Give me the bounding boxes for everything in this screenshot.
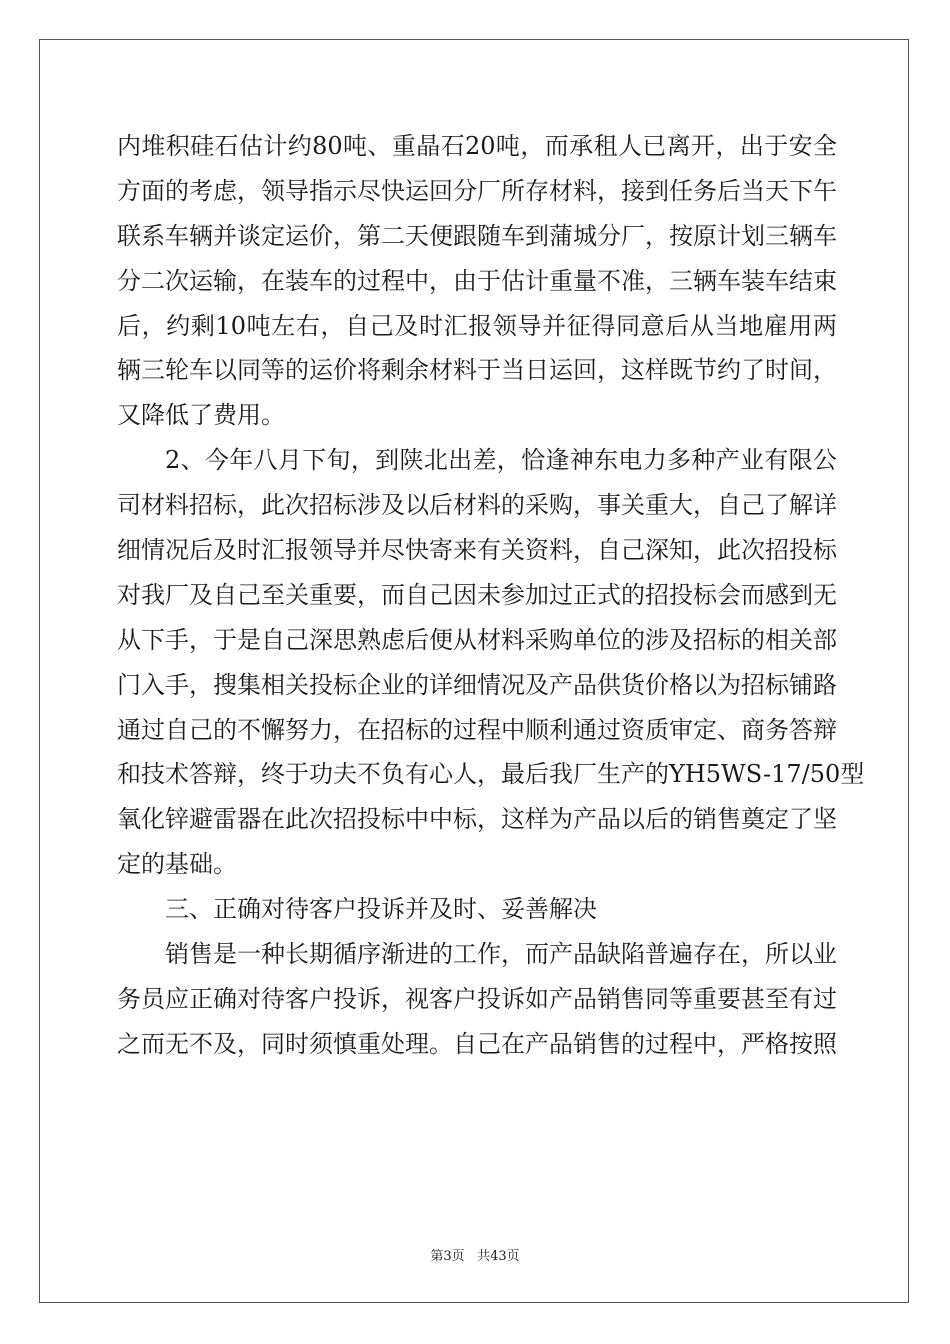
document-body	[117, 124, 865, 1067]
text-line: 又降低了费用。	[117, 401, 285, 430]
text-line: 2、今年八月下旬，到陕北出差，恰逢神东电力多种产业有限公	[165, 446, 837, 475]
text-line: 氧化锌避雷器在此次招投标中中标，这样为产品以后的销售奠定了坚	[117, 805, 837, 834]
text-line: 对我厂及自己至关重要，而自己因未参加过正式的招投标会而感到无	[117, 580, 837, 609]
text-line: 三、正确对待客户投诉并及时、妥善解决	[165, 895, 597, 924]
text-line: 细情况后及时汇报领导并尽快寄来有关资料，自己深知，此次招投标	[117, 536, 837, 565]
text-line: 方面的考虑，领导指示尽快运回分厂所存材料，接到任务后当天下午	[117, 176, 837, 205]
text-line: 通过自己的不懈努力，在招标的过程中顺利通过资质审定、商务答辩	[117, 715, 837, 744]
text-line: 门入手，搜集相关投标企业的详细情况及产品供货价格以为招标铺路	[117, 670, 837, 699]
text-line: 务员应正确对待客户投诉，视客户投诉如产品销售同等重要甚至有过	[117, 984, 837, 1013]
text-line: 定的基础。	[117, 850, 237, 879]
text-line: 内堆积硅石估计约80吨、重晶石20吨，而承租人已离开，出于安全	[117, 132, 837, 160]
text-line: 联系车辆并谈定运价，第二天便跟随车到蒲城分厂，按原计划三辆车	[117, 221, 837, 250]
text-line: 销售是一种长期循序渐进的工作，而产品缺陷普遍存在，所以业	[165, 940, 837, 969]
footer-spacer	[465, 1249, 477, 1264]
text-line: 之而无不及，同时须慎重处理。自己在产品销售的过程中，严格按照	[117, 1029, 837, 1058]
text-line: 后，约剩10吨左右，自己及时汇报领导并征得同意后从当地雇用两	[117, 311, 837, 340]
text-line: 辆三轮车以同等的运价将剩余材料于当日运回，这样既节约了时间，	[117, 356, 837, 385]
page-number: 第3页	[430, 1249, 465, 1264]
text-line: 和技术答辩，终于功夫不负有心人，最后我厂生产的YH5WS-17/50型	[117, 760, 865, 789]
page-footer	[0, 1247, 950, 1267]
text-line: 分二次运输，在装车的过程中，由于估计重量不准，三辆车装车结束	[117, 266, 837, 295]
text-line: 司材料招标，此次招标涉及以后材料的采购，事关重大，自己了解详	[117, 491, 837, 520]
total-pages: 共43页	[477, 1249, 520, 1264]
text-line: 从下手，于是自己深思熟虑后便从材料采购单位的涉及招标的相关部	[117, 625, 837, 654]
